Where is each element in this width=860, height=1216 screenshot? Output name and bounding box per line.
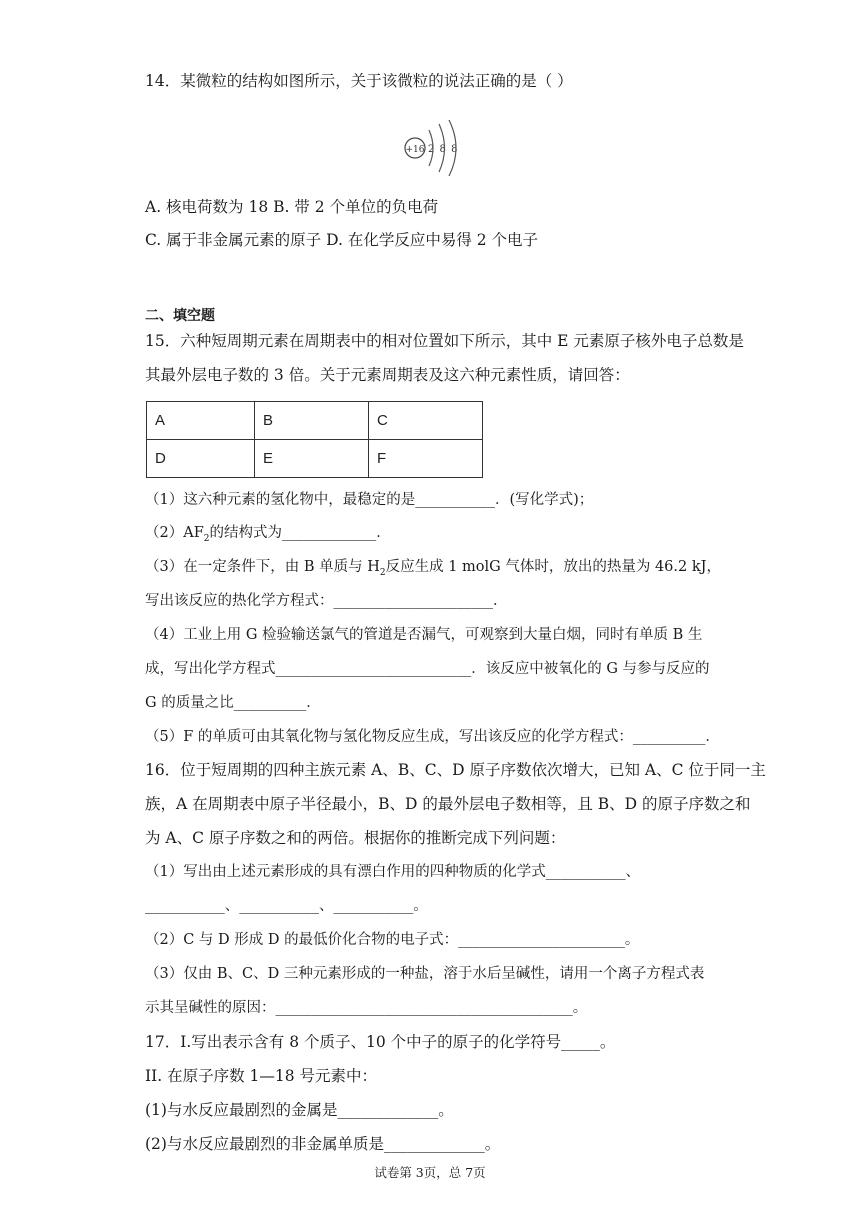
- q17-line-4: (2)与水反应最剧烈的非金属单质是_____________。: [145, 1135, 501, 1153]
- q16-line-4: （1）写出由上述元素形成的具有漂白作用的四种物质的化学式___________、: [145, 864, 640, 880]
- periodic-position-table: [146, 401, 483, 478]
- nucleus-charge: +16: [405, 145, 425, 155]
- q15-part-4b: 成，写出化学方程式___________________________．该反应中被氧化的 G 与参与反应的: [145, 661, 710, 677]
- q15-stem-2: 其最外层电子数的 3 倍。关于元素周期表及这六种元素性质，请回答：: [145, 366, 630, 384]
- q15-part-3a: （3）在一定条件下，由 B 单质与 $H_2$反应生成 1 molG 气体时，放出的热量为 46.2 kJ，: [145, 559, 721, 578]
- q16-line-8: 示其呈碱性的原因：_________________________________________。: [145, 1000, 588, 1016]
- q15-part-2: $(2)AF_2$的结构式为_____________．: [145, 525, 391, 544]
- q16-line-7: （3）仅由 B、C、D 三种元素形成的一种盐，溶于水后呈碱性，请用一个离子方程式表: [145, 966, 705, 982]
- q17-line-3: (1)与水反应最剧烈的金属是_____________。: [145, 1101, 454, 1119]
- atom-structure-diagram: [395, 118, 475, 180]
- q15-part-3b: 写出该反应的热化学方程式：______________________．: [145, 593, 508, 609]
- q17-line-1: 17．I.写出表示含有 8 个质子、10 个中子的原子的化学符号_____。: [145, 1033, 616, 1051]
- electron-shells: 2 8 8: [428, 144, 459, 155]
- table-cell: F: [369, 440, 483, 478]
- q15-part-5: （5）F 的单质可由其氧化物与氢化物反应生成，写出该反应的化学方程式：__________．: [145, 729, 720, 745]
- q15-part-4a: （4）工业上用 G 检验输送氯气的管道是否漏气，可观察到大量白烟，同时有单质 B 生: [145, 627, 703, 643]
- table-cell: E: [255, 440, 369, 478]
- section-title: 二、填空题: [145, 308, 215, 324]
- table-cell: C: [369, 402, 483, 440]
- q17-line-2: II. 在原子序数 1—18 号元素中：: [145, 1067, 378, 1085]
- q16-line-2: 族，A 在周期表中原子半径最小，B、D 的最外层电子数相等，且 B、D 的原子序数之和: [145, 795, 751, 813]
- q16-line-1: 16．位于短周期的四种主族元素 A、B、C、D 原子序数依次增大，已知 A、C 位于同一主: [145, 761, 766, 779]
- page-footer: 试卷第 3页，总 7页: [374, 1165, 486, 1180]
- q14-options-ab: A. 核电荷数为 18 B. 带 2 个单位的负电荷: [145, 198, 439, 216]
- q16-line-3: 为 A、C 原子序数之和的两倍。根据你的推断完成下列问题：: [145, 829, 566, 847]
- q16-line-5: ___________、___________、___________。: [145, 898, 428, 914]
- q14-options-cd: C. 属于非金属元素的原子 D. 在化学反应中易得 2 个电子: [145, 231, 539, 249]
- table-cell: D: [147, 440, 255, 478]
- table-cell: A: [147, 402, 255, 440]
- q16-line-6: （2）C 与 D 形成 D 的最低价化合物的电子式：_______________________。: [145, 932, 640, 948]
- q15-part-1: （1）这六种元素的氢化物中，最稳定的是___________．(写化学式)；: [145, 492, 594, 508]
- q15-stem-1: 15．六种短周期元素在周期表中的相对位置如下所示，其中 E 元素原子核外电子总数是: [145, 332, 744, 350]
- q14-stem: 14．某微粒的结构如图所示，关于该微粒的说法正确的是（ ）: [145, 72, 573, 90]
- q15-part-4c: G 的质量之比__________．: [145, 695, 321, 711]
- table-cell: B: [255, 402, 369, 440]
